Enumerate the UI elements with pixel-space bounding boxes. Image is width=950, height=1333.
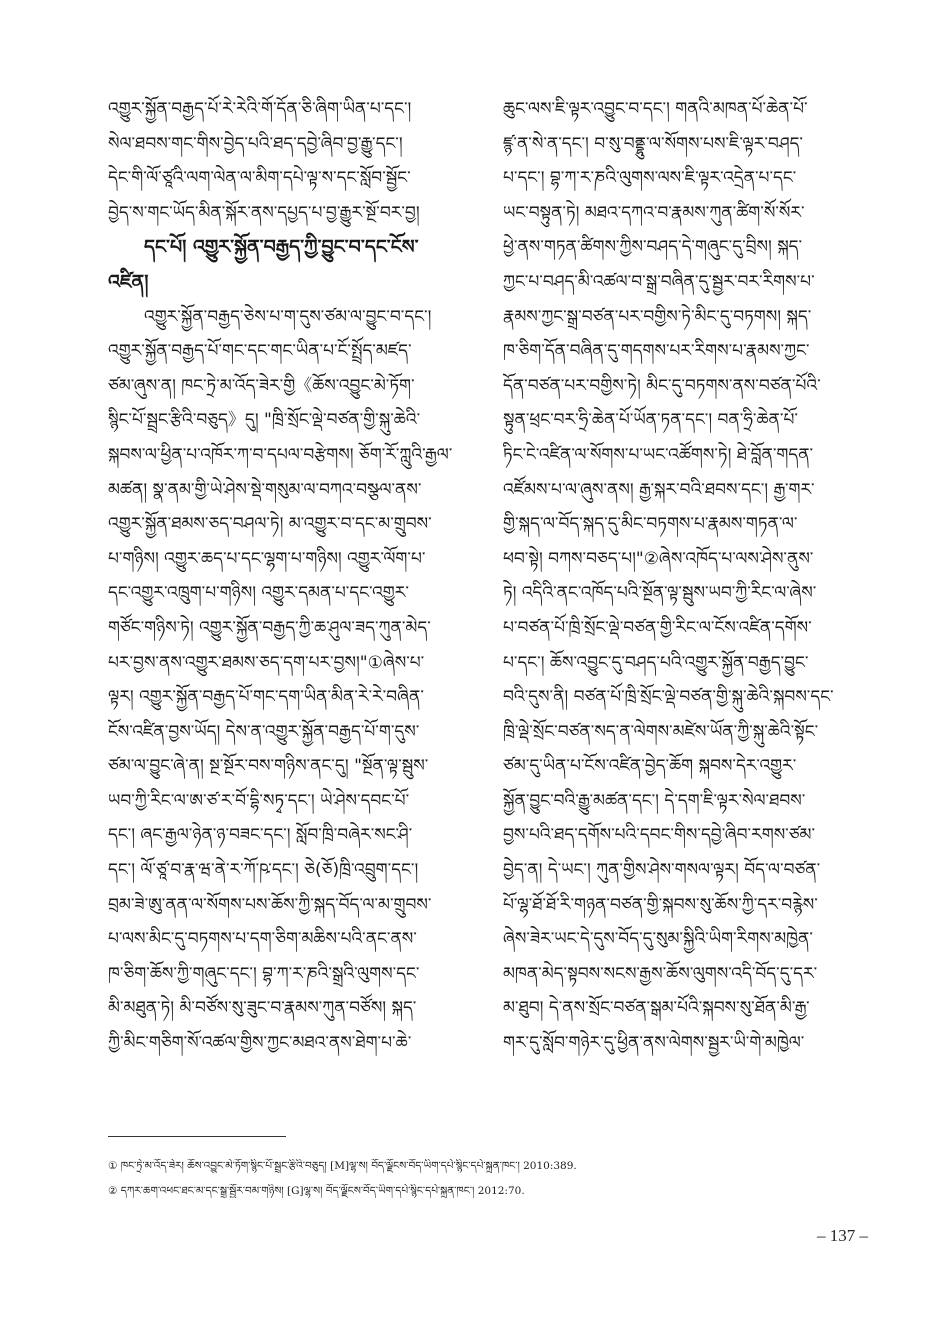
text-line: བྲམ་ཟེ་ཨུ་ནན་ལ་སོགས་པས་ཆོས་ཀྱི་སྐད་བོད་ལ་མ་གྲུབས་	[108, 894, 432, 915]
text-line: སྟུན་ཕྲང་བར་ཧྲི་ཆེན་པོ་ཡོན་ཏན་དང་། བན་ཧྲི་ཆེན་པོ་	[503, 410, 798, 431]
text-line: སེལ་ཐབས་གང་གིས་བྱེད་པའི་ཐད་དབྱེ་ཞིབ་བྱ་རྒྱུ་དང་།	[108, 133, 403, 154]
text-line: ཁ་ཅིག་ཆོས་ཀྱི་གཞུང་དང་། བྷ་ཀ་ར་ཎའི་སྒྲའི་ལུགས་དང་	[108, 963, 420, 984]
text-line: འཛོམས་པ་ལ་ཞུས་ནས། རྒྱ་སྐར་བའི་ཐབས་དང་། རྒྱ་གར་	[503, 479, 815, 500]
text-line: སྐྱོན་བྱུང་བའི་རྒྱུ་མཚན་དང་། དེ་དག་ཇི་ལྟར་སེལ་ཐབས་	[503, 790, 806, 811]
section-heading: དང་པོ། འགྱུར་སྐྱོན་བརྒྱད་ཀྱི་བྱུང་བ་དང་ངོས་	[144, 236, 419, 259]
text-line: གར་དུ་སློབ་གཉེར་དུ་ཕྱིན་ནས་ལེགས་སྦྱར་ཡི་གེ་མཁྱེལ་	[503, 1033, 805, 1054]
text-line: བའི་དུས་ནི། བཙན་པོ་ཁྲི་སྲོང་ལྡེ་བཙན་གྱི་སྐུ་ཆེའི་སྐབས་དང་	[503, 687, 834, 708]
text-line: དོན་བཙན་པར་བགྱིས་ཏེ། མིང་དུ་བཏགས་ནས་བཙན་པོའི་	[503, 375, 821, 396]
text-line: མཁན་མེད་སྟབས་སངས་རྒྱས་ཆོས་ལུགས་འདི་བོད་དུ་དར་	[503, 963, 818, 984]
body-paragraph-continued	[503, 92, 885, 1061]
text-line: སྐབས་ལ་ཕྱིན་པ་འཁོར་ཀ་བ་དཔལ་བརྩེགས། ཅོག་རོ་ཀླུའི་རྒྱལ་	[108, 444, 453, 465]
text-line: དེང་གི་ལོ་ཙཱའི་ལག་ལེན་ལ་མིག་དཔེ་ལྟ་ས་དང་སློབ་སྦྱོང་	[108, 168, 411, 189]
text-line: ཁ་ཅིག་དོན་བཞིན་དུ་གདགས་པར་རིགས་པ་རྣམས་ཀྱང་	[503, 341, 810, 362]
text-line: རྣམས་ཀྱང་སྒྲ་བཙན་པར་བགྱིས་ཏེ་མིང་དུ་བཏགས། སྐད་	[503, 306, 812, 327]
text-line: འགྱུར་སྐྱོན་བརྒྱད་པོ་རེ་རེའི་གོ་དོན་ཅི་ཞིག་ཡིན་པ་དང་།	[108, 99, 412, 119]
text-line: དང་། ལོ་ཙཱ་བ་རྣ་ཝ་ནེ་ར་ཀོ་ཥ་དང་། ཅེ(ཅོ)ཁྲི་འབྲུག་དང་།	[108, 860, 419, 881]
text-line: ཞེས་ཟེར་ཡང་དེ་དུས་བོད་དུ་སུམ་སྐྱིའི་ཡིག་རིགས་མཁྱེན་	[503, 929, 813, 950]
footnote-2: ② དཀར་ཆག་འཕང་ཐང་མ་དང་སྒྲ་སྦྱོར་བམ་གཉིས། [G]ལྷ་ས། བོད་ལྗོངས་བོད་ཡིག་དཔེ་སྙིང་དཔེ་སྐྲུན་ཁང་། 2012:70.	[108, 1185, 525, 1197]
text-line: ཡང་བསྟུན་ཏེ། མཐའ་དཀའ་བ་རྣམས་ཀུན་ཚིག་སོ་སོར་	[503, 202, 805, 223]
text-line: བྱས་པའི་ཐད་དགོས་པའི་དབང་གིས་དབྱེ་ཞིབ་རགས་ཙམ་	[503, 825, 816, 846]
text-line: ཕབ་སྟེ། བཀས་བཅད་པ།"②ཞེས་འཁོད་པ་ལས་ཤེས་ནུས་	[503, 548, 814, 569]
text-line: པར་བྱས་ནས་འགྱུར་ཐམས་ཅད་དག་པར་བྱས།"①ཞེས་པ་	[108, 652, 425, 673]
text-line: ངོས་འཛིན་བྱས་ཡོད། དེས་ན་འགྱུར་སྐྱོན་བརྒྱད་པོ་ག་དུས་	[108, 721, 420, 742]
text-line: པ་བཙན་པོ་ཁྲི་སྲོང་ལྡེ་བཙན་གྱི་རིང་ལ་ངོས་འཛིན་དགོས་	[503, 617, 812, 638]
text-line: འགྱུར་སྐྱོན་ཐམས་ཅད་བཤལ་ཏེ། མ་འགྱུར་བ་དང་མ་གྲུབས་	[108, 514, 432, 535]
text-line: ཆུང་ལས་ཇི་ལྟར་འབྱུང་བ་དང་། གནའི་མཁན་པོ་ཆེན་པོ་	[503, 99, 808, 119]
text-line: དང་འགྱུར་འཁྲུག་པ་གཉིས། འགྱུར་དམན་པ་དང་འགྱུར་	[108, 583, 409, 604]
text-line: ཡབ་ཀྱི་རིང་ལ་ཨ་ཙ་ར་བོ་དྷི་སཏྭ་དང་། ཡེ་ཤེས་དབང་པོ་	[108, 790, 410, 811]
right-text-column	[503, 92, 885, 1061]
text-line: འགྱུར་སྐྱོན་བརྒྱད་ཅེས་པ་ག་དུས་ཙམ་ལ་བྱུང་བ་དང་།	[144, 306, 432, 327]
text-line: ཏེ། འདིའི་ནང་འཁོད་པའི་སྔོན་ལྟ་སྦུས་ཡབ་ཀྱི་རིང་ལ་ཞེས་	[503, 583, 817, 604]
text-line: མཚན། སྣ་ནམ་གྱི་ཡེ་ཤེས་སྡེ་གསུམ་ལ་བཀའ་བསྩལ་ནས་	[108, 479, 422, 500]
text-line: ཁྲི་ལྡེ་སྲོང་བཙན་སད་ན་ལེགས་མཛེས་ཡོན་ཀྱི་སྐུ་ཆེའི་སྟོང་	[503, 721, 819, 742]
text-line: མི་མཐུན་ཏེ། མི་བཙོས་སུ་ཟུང་བ་རྣམས་ཀུན་བཙོས། སྐད་	[108, 998, 417, 1019]
text-line: ཀྱི་མིང་གཅིག་སོ་འཚལ་གྱིས་ཀྱང་མཐའ་ནས་ཐེག་པ་ཆེ་	[108, 1033, 412, 1054]
text-line: པ་གཉིས། འགྱུར་ཆད་པ་དང་ལྷག་པ་གཉིས། འགྱུར་ལོག་པ་	[108, 548, 426, 569]
text-line: པ་དང་། ཆོས་འབྱུང་དུ་བཤད་པའི་འགྱུར་སྐྱོན་བརྒྱད་བྱུང་	[503, 652, 809, 673]
text-line: ཙམ་ལ་བྱུང་ཞེ་ན། སྔ་སྔོར་བས་གཉིས་ནང་དུ། "སྔོན་ལྟ་སྦུས་	[108, 756, 429, 777]
text-line: ཛྙ་ན་སེ་ན་དང་། བ་སུ་བནྡྷུ་ལ་སོགས་པས་ཇི་ལྟར་བཤད་	[503, 133, 803, 154]
text-line: པོ་ལྷ་ཐོ་ཐོ་རི་གཉན་བཙན་གྱི་སྐབས་སུ་ཆོས་ཀྱི་དར་བརྙེས་	[503, 894, 818, 915]
left-text-column	[108, 92, 493, 1061]
text-line: སྙིང་པོ་སྦྲང་རྩིའི་བཅུད》དུ། "ཁྲི་སྲོང་ལྡེ་བཙན་གྱི་སྐུ་ཆེའི་	[108, 410, 421, 431]
text-line: ཕྱེ་ནས་གཏན་ཚིགས་ཀྱིས་བཤད་དེ་གཞུང་དུ་བྲིས། སྐད་	[503, 237, 803, 258]
text-line: དང་། ཞང་རྒྱལ་ཉེན་ཉ་བཟང་དང་། སློབ་ཁྲི་བཞེར་སང་ཤི་	[108, 825, 413, 846]
text-line: པ་དང་། བྷ་ཀ་ར་ཎའི་ལུགས་ལས་ཇི་ལྟར་འདྲེན་པ་དང་	[503, 168, 797, 189]
text-line: ཏིང་ངེ་འཛིན་ལ་སོགས་པ་ཡང་འཚོགས་ཏེ། ཐེ་བློན་གདན་	[503, 444, 814, 465]
text-line: འགྱུར་སྐྱོན་བརྒྱད་པོ་གང་དང་གང་ཡིན་པ་ངོ་སྤྲོད་མཛད་	[108, 341, 412, 362]
page-number: – 137 –	[817, 1226, 868, 1245]
text-line: བྱེད་ས་གང་ཡོད་མིན་སྐོར་ནས་དཔྱད་པ་བྱ་རྒྱུར་སྔོ་བར་བྱ།	[108, 202, 420, 223]
text-line: མ་ཐུབ། དེ་ནས་སྲོང་བཙན་སྒམ་པོའི་སྐབས་སུ་ཐོན་མི་རྒྱ་	[503, 998, 810, 1019]
text-line: ལྟར། འགྱུར་སྐྱོན་བརྒྱད་པོ་གང་དག་ཡིན་མིན་རེ་རེ་བཞིན་	[108, 687, 424, 708]
footnote-1: ① ཁང་ཏྲེ་མ་འོད་ཟེར། ཆོས་འབྱུང་མེ་ཏོག་སྙིང་པོ་སྦྲང་རྩིའི་བཅུད། [M]ལྷ་ས། བོད་ལྗོངས་བོད་ཡིག་དཔེ་སྙིང་དཔེ་སྐྲུན་ཁང་། 2010:389.	[108, 1160, 577, 1172]
text-line: ཙམ་དུ་ཡིན་པ་ངོས་འཛིན་བྱེད་ཆོག སྐབས་དེར་འགྱུར་	[503, 756, 797, 777]
footnote-separator	[108, 1136, 286, 1137]
text-line: བྱེད་ན། དེ་ཡང་། ཀུན་གྱིས་ཤེས་གསལ་ལྟར། བོད་ལ་བཙན་	[503, 860, 821, 881]
text-line: ཙམ་ཞུས་ན། ཁང་ཏྲེ་མ་འོད་ཟེར་གྱི《ཆོས་འབྱུང་མེ་ཏོག་	[108, 375, 415, 396]
text-line: པ་ལས་མིང་དུ་བཏགས་པ་དག་ཅིག་མཆིས་པའི་ནང་ནས་	[108, 929, 417, 950]
text-line: གྱི་སྐད་ལ་བོད་སྐད་དུ་མིང་བཏགས་པ་རྣམས་གཏན་ལ་	[503, 514, 798, 535]
intro-paragraph	[108, 92, 493, 230]
section-heading-continuation: འཛིན།	[108, 270, 149, 293]
body-paragraph	[108, 300, 493, 1061]
text-line: ཀྱང་པ་བཤད་མི་འཚལ་བ་སྒྲ་བཞིན་དུ་སྦྱར་བར་རིགས་པ་	[503, 271, 815, 292]
text-line: གཙོང་གཉིས་ཏེ། འགྱུར་སྐྱོན་བརྒྱད་ཀྱི་ཆ་ཤུལ་ཟད་ཀུན་མེད་	[108, 617, 431, 638]
